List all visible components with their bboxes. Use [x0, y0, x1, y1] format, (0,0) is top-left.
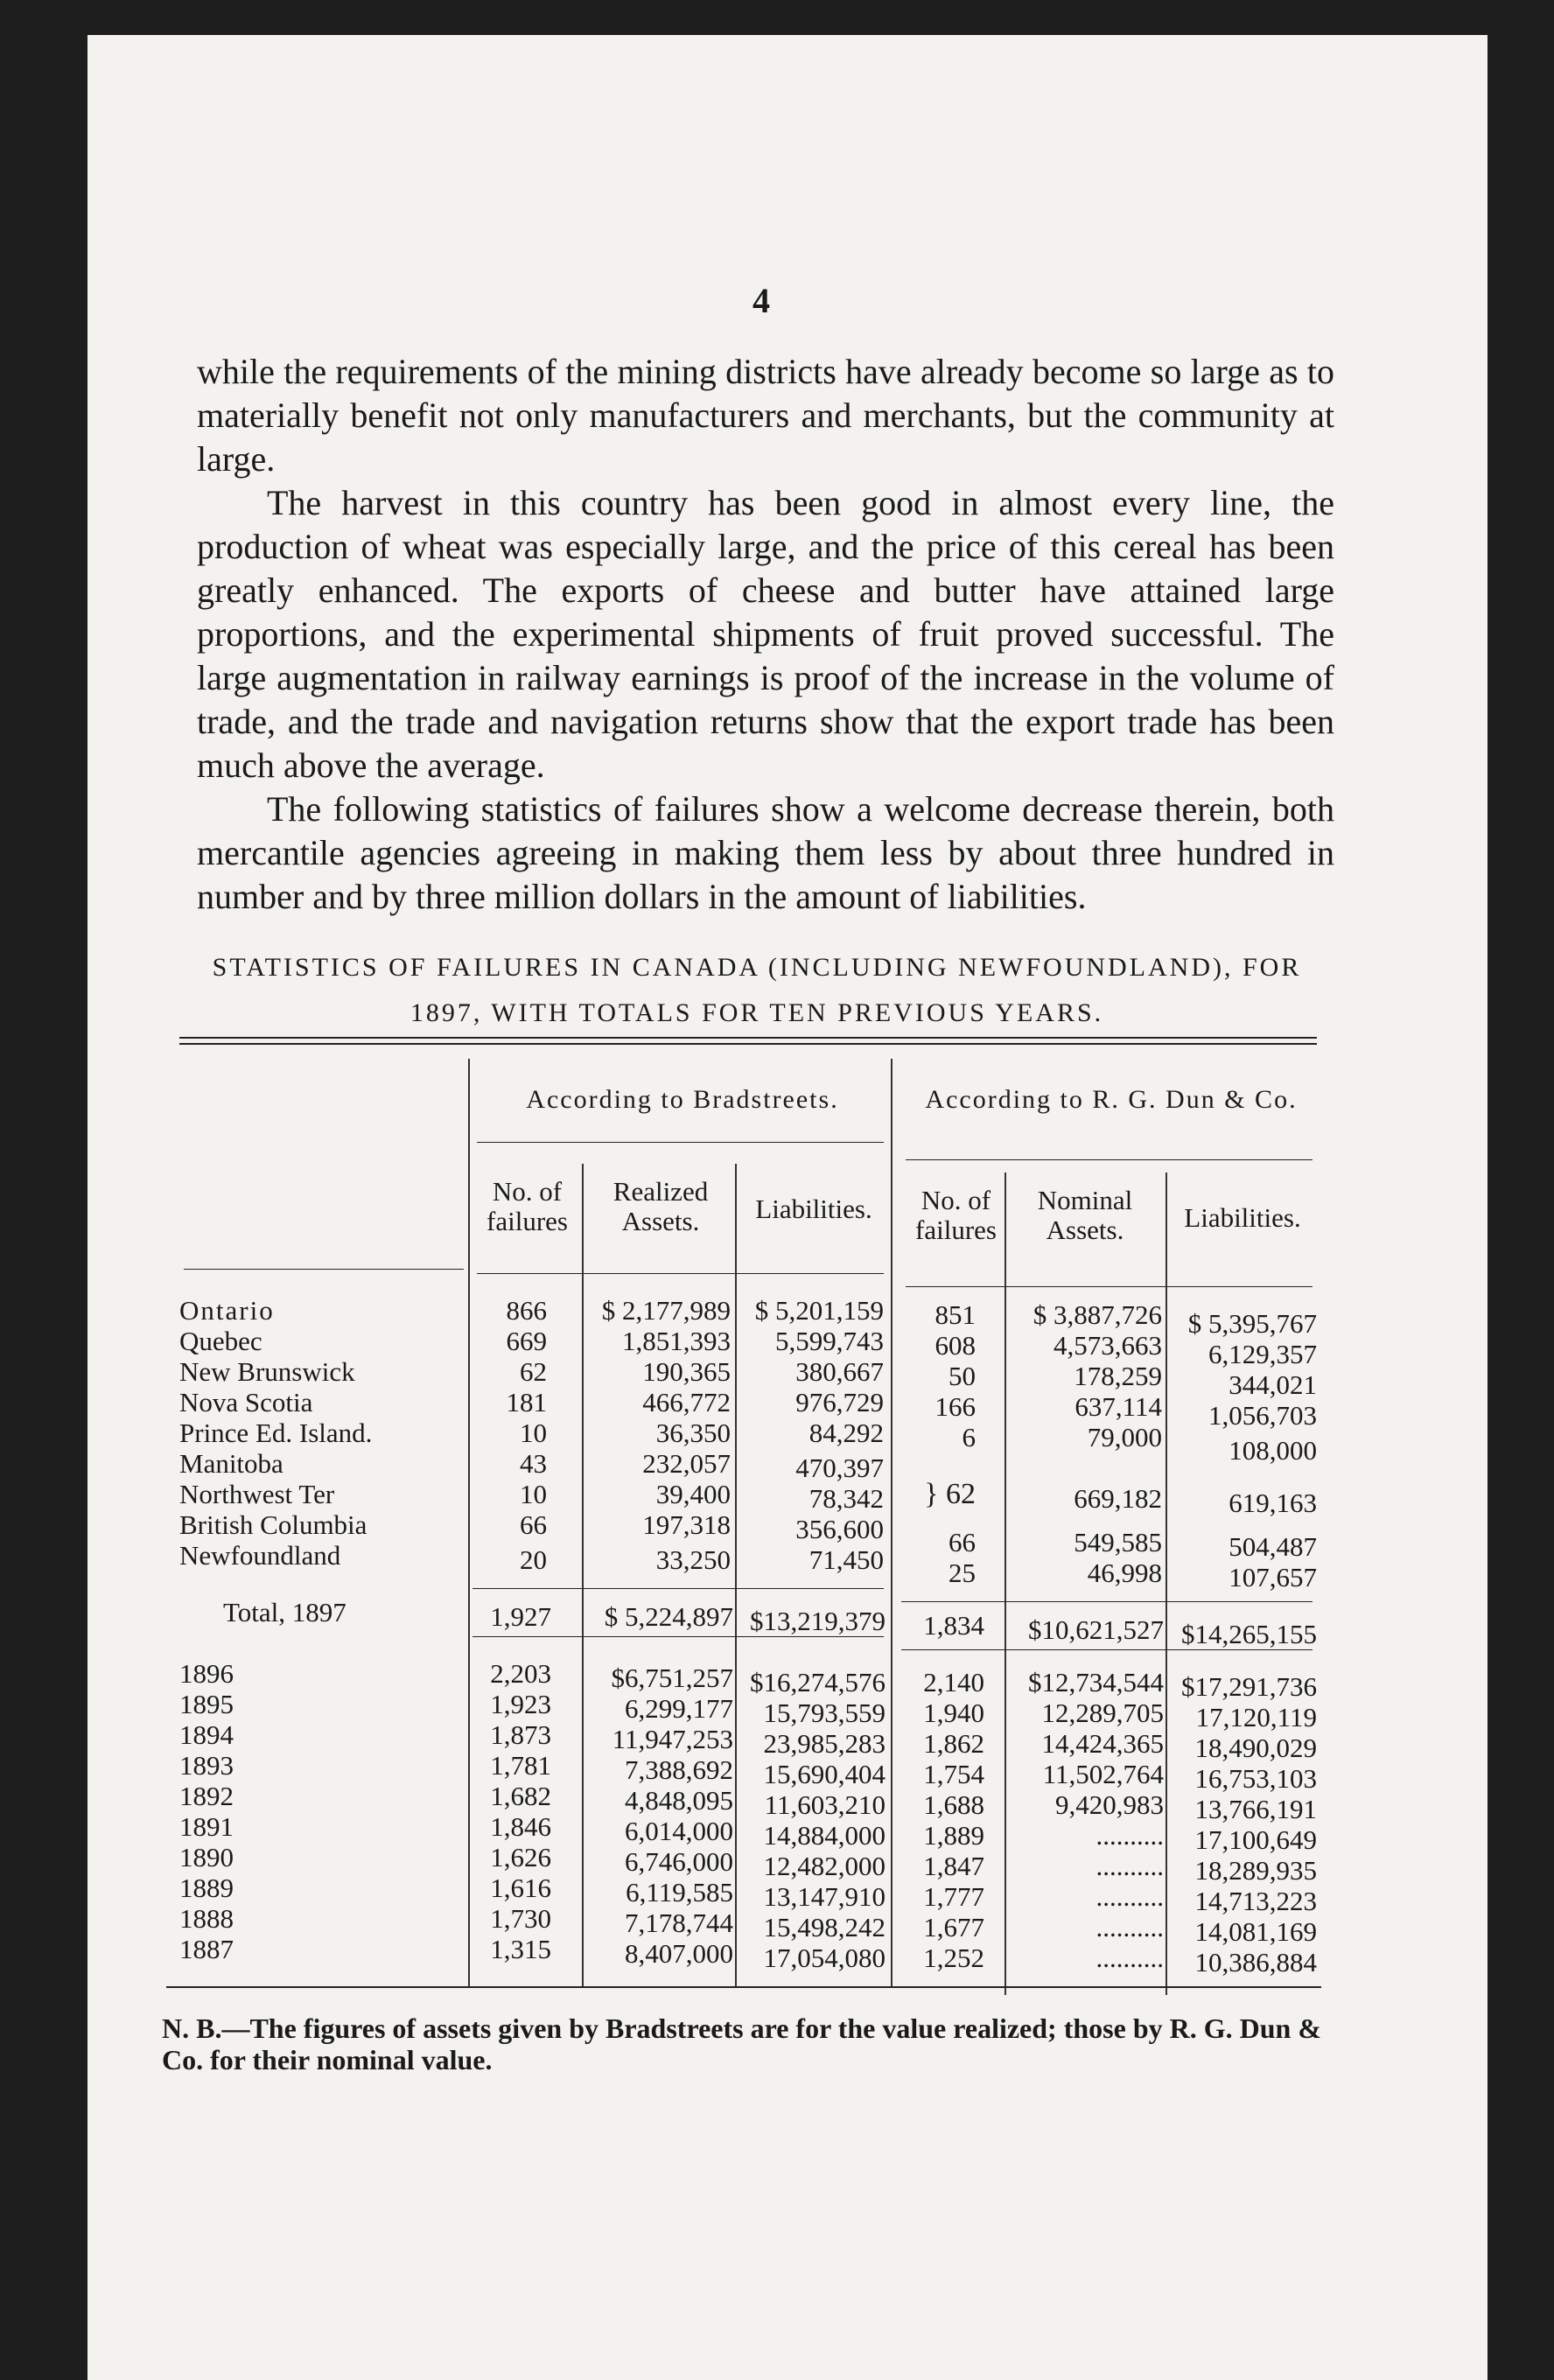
cell-d-failures: 25: [948, 1558, 976, 1588]
cell-d-assets: 46,998: [1087, 1558, 1162, 1588]
cell-b-failures: 62: [520, 1356, 547, 1387]
cell-d-liabilities: 108,000: [1228, 1435, 1317, 1466]
cell-b-liabilities: 23,985,283: [763, 1728, 886, 1759]
cell-d-failures: } 62: [924, 1478, 976, 1510]
cell-b-assets: 7,178,744: [625, 1908, 733, 1938]
cell-b-failures: 10: [520, 1479, 547, 1509]
cell-d-liabilities: 6,129,357: [1208, 1339, 1317, 1369]
cell-b-failures: 10: [520, 1418, 547, 1448]
cell-b-assets: 6,014,000: [625, 1816, 733, 1846]
cell-d-failures: 1,252: [923, 1942, 984, 1973]
table-row-label: 1887: [179, 1934, 234, 1964]
cell-b-failures: 669: [506, 1326, 547, 1356]
cell-b-assets: 197,318: [642, 1509, 731, 1540]
cell-b-liabilities: 356,600: [795, 1514, 884, 1544]
cell-b-assets: 1,851,393: [622, 1326, 731, 1356]
cell-b-liabilities: $ 5,201,159: [754, 1295, 884, 1326]
column-divider: [468, 1059, 470, 1986]
cell-b-assets: 7,388,692: [625, 1754, 733, 1785]
cell-b-liabilities: 15,793,559: [763, 1698, 886, 1728]
table-row-label: 1893: [179, 1750, 234, 1781]
cell-d-assets: ..........: [1096, 1912, 1164, 1942]
total-d-assets: $10,621,527: [1028, 1614, 1164, 1645]
cell-d-assets: ..........: [1096, 1820, 1164, 1851]
cell-d-liabilities: 619,163: [1228, 1488, 1317, 1518]
cell-b-assets: 190,365: [642, 1356, 731, 1387]
cell-d-failures: 1,847: [923, 1851, 984, 1881]
cell-b-assets: 6,746,000: [625, 1846, 733, 1877]
cell-d-failures: 1,688: [923, 1789, 984, 1820]
cell-b-assets: 4,848,095: [625, 1785, 733, 1816]
table-row-label: New Brunswick: [179, 1356, 355, 1387]
table-row-label: 1890: [179, 1842, 234, 1872]
total-rule: [901, 1649, 1312, 1650]
paragraph: The harvest in this country has been good in almost every line, the production of wheat was especially large, and the price of this cereal has been greatly enhanced. The exports of cheese and butter have attained large proportions, and the experimental shipments of fruit proved successful. The large augmentation in railway earnings is proof of the increase in the volume of trade, and the trade and navigation returns show that the export trade has been much above the average.: [197, 483, 1334, 785]
cell-d-liabilities: 14,713,223: [1194, 1886, 1317, 1916]
table-top-rule: [179, 1037, 1317, 1039]
group-header-bradstreets: According to Bradstreets.: [526, 1085, 839, 1114]
cell-b-liabilities: 11,603,210: [764, 1789, 886, 1820]
total-b-liabilities: $13,219,379: [750, 1606, 886, 1636]
cell-d-assets: 4,573,663: [1054, 1330, 1162, 1361]
cell-d-liabilities: 107,657: [1228, 1562, 1317, 1592]
cell-d-failures: 1,677: [923, 1912, 984, 1942]
cell-b-liabilities: 15,690,404: [763, 1759, 886, 1789]
cell-d-failures: 166: [934, 1391, 976, 1422]
cell-b-failures: 1,846: [490, 1811, 551, 1842]
cell-d-failures: 1,777: [923, 1881, 984, 1912]
cell-d-assets: 12,289,705: [1041, 1698, 1164, 1728]
total-rule: [901, 1601, 1312, 1602]
cell-b-assets: $6,751,257: [611, 1662, 733, 1693]
cell-d-assets: 11,502,764: [1042, 1759, 1164, 1789]
table-top-rule: [179, 1043, 1317, 1045]
cell-d-failures: 1,754: [923, 1759, 984, 1789]
paragraph: The following statistics of failures show a welcome decrease therein, both mercantile agencies agreeing in making them less by about three hundred in number and by three million dollars in the amount of liabilities.: [197, 789, 1334, 916]
cell-b-failures: 66: [520, 1509, 547, 1540]
table-row-label: Northwest Ter: [179, 1479, 335, 1509]
cell-d-assets: 669,182: [1074, 1483, 1162, 1514]
cell-b-liabilities: 380,667: [795, 1356, 884, 1387]
cell-d-assets: 79,000: [1087, 1422, 1162, 1452]
cell-d-liabilities: 14,081,169: [1194, 1916, 1317, 1947]
cell-d-failures: 66: [948, 1527, 976, 1558]
cell-d-liabilities: $ 5,395,767: [1187, 1308, 1317, 1339]
cell-d-liabilities: 18,490,029: [1194, 1732, 1317, 1763]
cell-d-liabilities: 10,386,884: [1194, 1947, 1317, 1978]
cell-b-assets: 232,057: [642, 1448, 731, 1479]
total-b-failures: 1,927: [490, 1601, 551, 1632]
paragraph: while the requirements of the mining districts have already become so large as to materially benefit not only manufacturers and merchants, but the community at large.: [197, 352, 1334, 479]
header-rule: [184, 1269, 464, 1270]
total-rule: [472, 1588, 884, 1589]
column-divider: [1166, 1172, 1167, 1995]
table-row-label: Prince Ed. Island.: [179, 1418, 373, 1448]
cell-d-failures: 608: [934, 1330, 976, 1361]
table-row-label: Newfoundland: [179, 1540, 341, 1571]
cell-b-failures: 1,923: [490, 1689, 551, 1719]
table-row-label: 1896: [179, 1658, 234, 1689]
footnote: N. B.—The figures of assets given by Bradstreets are for the value realized; those by R. G. Dun & Co. for their nominal value.: [162, 2012, 1321, 2076]
cell-d-liabilities: 17,120,119: [1195, 1702, 1317, 1732]
cell-d-assets: 637,114: [1074, 1391, 1162, 1422]
group-rule: [906, 1159, 1312, 1160]
cell-d-liabilities: 13,766,191: [1194, 1794, 1317, 1824]
cell-d-assets: 14,424,365: [1041, 1728, 1164, 1759]
cell-d-failures: 50: [948, 1361, 976, 1391]
cell-d-assets: 549,585: [1074, 1527, 1162, 1558]
header-d-failures: No. of failures: [915, 1185, 997, 1245]
table-row-label: Quebec: [179, 1326, 262, 1356]
table-row-label: 1888: [179, 1903, 234, 1934]
group-header-dun: According to R. G. Dun & Co.: [925, 1085, 1298, 1114]
cell-b-liabilities: 13,147,910: [763, 1881, 886, 1912]
cell-d-assets: ..........: [1096, 1881, 1164, 1912]
table-row-label: 1894: [179, 1719, 234, 1750]
cell-b-failures: 2,203: [490, 1658, 551, 1689]
cell-b-failures: 1,616: [490, 1872, 551, 1903]
cell-b-failures: 1,682: [490, 1781, 551, 1811]
table-row-label: 1889: [179, 1872, 234, 1903]
cell-d-failures: 1,862: [923, 1728, 984, 1759]
cell-d-liabilities: 17,100,649: [1194, 1824, 1317, 1855]
header-b-liabilities: Liabilities.: [755, 1194, 872, 1224]
cell-b-failures: 1,730: [490, 1903, 551, 1934]
header-rule: [477, 1273, 884, 1274]
total-b-assets: $ 5,224,897: [604, 1601, 733, 1632]
cell-d-liabilities: 504,487: [1228, 1531, 1317, 1562]
cell-d-liabilities: 18,289,935: [1194, 1855, 1317, 1886]
cell-b-liabilities: 78,342: [808, 1483, 884, 1514]
table-bottom-rule: [166, 1986, 1321, 1988]
cell-d-assets: 9,420,983: [1055, 1789, 1164, 1820]
cell-d-assets: $ 3,887,726: [1032, 1299, 1162, 1330]
cell-b-assets: 8,407,000: [625, 1938, 733, 1969]
table-row-label: British Columbia: [179, 1509, 368, 1540]
cell-b-liabilities: 71,450: [808, 1544, 884, 1575]
header-d-liabilities: Liabilities.: [1184, 1202, 1301, 1233]
cell-b-assets: 39,400: [655, 1479, 731, 1509]
cell-d-failures: 6: [962, 1422, 976, 1452]
cell-b-liabilities: 15,498,242: [763, 1912, 886, 1942]
total-d-liabilities: $14,265,155: [1181, 1619, 1317, 1649]
cell-d-assets: $12,734,544: [1028, 1667, 1164, 1698]
header-b-assets: Realized Assets.: [612, 1176, 709, 1236]
cell-b-failures: 1,315: [490, 1934, 551, 1964]
cell-d-liabilities: 16,753,103: [1194, 1763, 1317, 1794]
table-row-label: Ontario: [179, 1295, 275, 1326]
cell-d-assets: 178,259: [1074, 1361, 1162, 1391]
table-title: STATISTICS OF FAILURES IN CANADA (INCLUDING NEWFOUNDLAND), FOR 1897, WITH TOTALS FOR TEN PREVIOUS YEARS.: [212, 953, 1302, 1027]
table-row-label: 1892: [179, 1781, 234, 1811]
page-number: 4: [752, 281, 770, 320]
cell-b-failures: 866: [506, 1295, 547, 1326]
cell-b-liabilities: 14,884,000: [763, 1820, 886, 1851]
column-divider: [891, 1059, 892, 1986]
cell-b-liabilities: 17,054,080: [763, 1942, 886, 1973]
table-row-label: Nova Scotia: [179, 1387, 313, 1418]
cell-b-liabilities: 84,292: [808, 1418, 884, 1448]
cell-d-liabilities: $17,291,736: [1181, 1671, 1317, 1702]
cell-b-assets: 33,250: [655, 1544, 731, 1575]
cell-d-liabilities: 1,056,703: [1208, 1400, 1317, 1431]
header-rule: [906, 1286, 1312, 1287]
cell-b-liabilities: 12,482,000: [763, 1851, 886, 1881]
cell-b-failures: 20: [520, 1544, 547, 1575]
cell-d-failures: 2,140: [923, 1667, 984, 1698]
cell-b-liabilities: 976,729: [795, 1387, 884, 1418]
total-row-label: Total, 1897: [223, 1597, 346, 1628]
cell-b-liabilities: $16,274,576: [750, 1667, 886, 1698]
cell-d-assets: ..........: [1096, 1942, 1164, 1973]
table-row-label: 1895: [179, 1689, 234, 1719]
cell-b-assets: 36,350: [655, 1418, 731, 1448]
total-rule: [472, 1636, 884, 1637]
cell-b-failures: 1,781: [490, 1750, 551, 1781]
cell-d-failures: 1,940: [923, 1698, 984, 1728]
cell-d-assets: ..........: [1096, 1851, 1164, 1881]
cell-b-failures: 1,626: [490, 1842, 551, 1872]
group-rule: [477, 1142, 884, 1143]
cell-b-assets: 6,299,177: [625, 1693, 733, 1724]
header-b-failures: No. of failures: [486, 1176, 568, 1236]
cell-d-failures: 851: [934, 1299, 976, 1330]
cell-b-assets: 11,947,253: [612, 1724, 733, 1754]
table-row-label: 1891: [179, 1811, 234, 1842]
cell-d-failures: 1,889: [923, 1820, 984, 1851]
cell-b-liabilities: 5,599,743: [775, 1326, 884, 1356]
cell-b-failures: 181: [506, 1387, 547, 1418]
cell-b-assets: 466,772: [642, 1387, 731, 1418]
total-d-failures: 1,834: [923, 1610, 984, 1641]
table-row-label: Manitoba: [179, 1448, 284, 1479]
cell-b-failures: 43: [520, 1448, 547, 1479]
cell-b-assets: $ 2,177,989: [601, 1295, 731, 1326]
cell-b-liabilities: 470,397: [795, 1452, 884, 1483]
cell-b-failures: 1,873: [490, 1719, 551, 1750]
header-d-assets: Nominal Assets.: [1037, 1185, 1133, 1245]
body-text: [197, 350, 1334, 919]
cell-d-liabilities: 344,021: [1228, 1369, 1317, 1400]
cell-b-assets: 6,119,585: [626, 1877, 733, 1908]
